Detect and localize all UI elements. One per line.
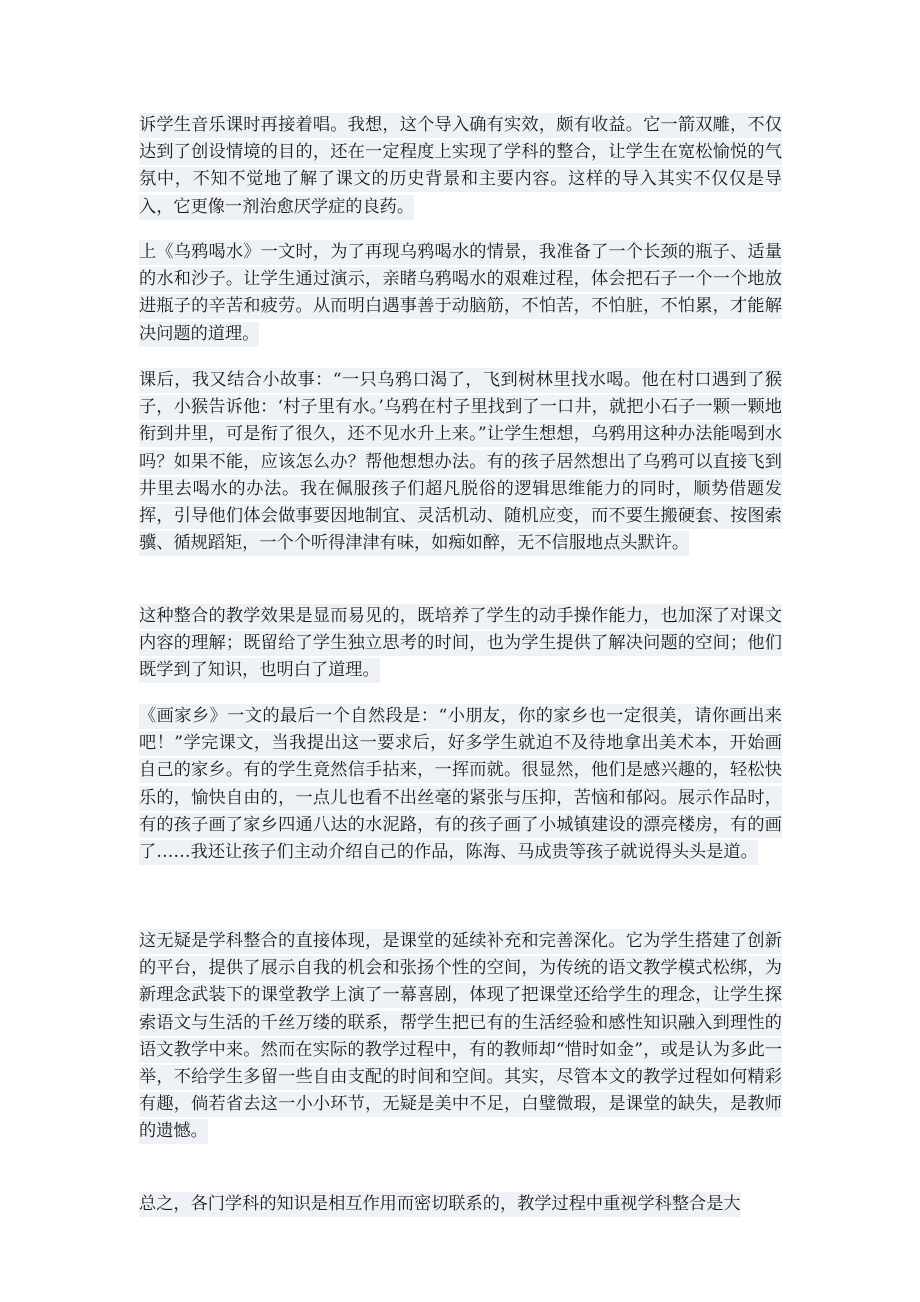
paragraph-5 bbox=[139, 703, 782, 866]
paragraph-2 bbox=[139, 239, 782, 348]
paragraph-3 bbox=[139, 367, 782, 557]
paragraph-3-text: 课后，我又结合小故事：“一只乌鸦口渴了，飞到树林里找水喝。他在村口遇到了猴子，小猴告诉他：‘村子里有水。’乌鸦在村子里找到了一口井，就把小石子一颗一颗地衔到井里，可是衔了很久，还不见水升上来。”让学生想想，乌鸦用这种办法能喝到水吗？如果不能，应该怎么办？帮他想想办法。有的孩子居然想出了乌鸦可以直接飞到井里去喝水的办法。我在佩服孩子们超凡脱俗的逻辑思维能力的同时，顺势借题发挥，引导他们体会做事要因地制宜、灵活机动、随机应变，而不要生搬硬套、按图索骥、循规蹈矩，一个个听得津津有味，如痴如醉，无不信服地点头默许。 bbox=[139, 368, 782, 556]
paragraph-4 bbox=[139, 603, 782, 685]
paragraph-7-text: 总之，各门学科的知识是相互作用而密切联系的，教学过程中重视学科整合是大 bbox=[139, 1192, 741, 1217]
paragraph-1 bbox=[139, 112, 782, 221]
paragraph-6-text: 这无疑是学科整合的直接体现，是课堂的延续补充和完善深化。它为学生搭建了创新的平台，提供了展示自我的机会和张扬个性的空间，为传统的语文教学模式松绑，为新理念武装下的课堂教学上演了一幕喜剧，体现了把课堂还给学生的理念，让学生探索语文与生活的千丝万缕的联系，帮学生把已有的生活经验和感性知识融入到理性的语文教学中来。然而在实际的教学过程中，有的教师却“惜时如金”，或是认为多此一举，不给学生多留一些自由支配的时间和空间。其实，尽管本文的教学过程如何精彩有趣，倘若省去这一小小环节，无疑是美中不足，白璧微瑕，是课堂的缺失，是教师的遗憾。 bbox=[139, 929, 782, 1144]
paragraph-1-text: 诉学生音乐课时再接着唱。我想，这个导入确有实效，颇有收益。它一箭双雕，不仅达到了创设情境的目的，还在一定程度上实现了学科的整合，让学生在宽松愉悦的气氛中，不知不觉地了解了课文的历史背景和主要内容。这样的导入其实不仅仅是导入，它更像一剂治愈厌学症的良药。 bbox=[139, 113, 782, 220]
paragraph-6 bbox=[139, 928, 782, 1146]
paragraph-7 bbox=[139, 1191, 782, 1218]
paragraph-5-text: 《画家乡》一文的最后一个自然段是：“小朋友，你的家乡也一定很美，请你画出来吧！”学完课文，当我提出这一要求后，好多学生就迫不及待地拿出美术本，开始画自己的家乡。有的学生竟然信手拈来，一挥而就。很显然，他们是感兴趣的，轻松快乐的，愉快自由的，一点儿也看不出丝毫的紧张与压抑，苦恼和郁闷。展示作品时，有的孩子画了家乡四通八达的水泥路，有的孩子画了小城镇建设的漂亮楼房，有的画了……我还让孩子们主动介绍自己的作品，陈海、马成贵等孩子就说得头头是道。 bbox=[139, 704, 782, 865]
paragraph-4-text: 这种整合的教学效果是显而易见的，既培养了学生的动手操作能力，也加深了对课文内容的理解；既留给了学生独立思考的时间，也为学生提供了解决问题的空间；他们既学到了知识，也明白了道理。 bbox=[139, 604, 782, 683]
paragraph-2-text: 上《乌鸦喝水》一文时，为了再现乌鸦喝水的情景，我准备了一个长颈的瓶子、适量的水和沙子。让学生通过演示，亲睹乌鸦喝水的艰难过程，体会把石子一个一个地放进瓶子的辛苦和疲劳。从而明白遇事善于动脑筋，不怕苦，不怕脏，不怕累，才能解决问题的道理。 bbox=[139, 240, 782, 347]
